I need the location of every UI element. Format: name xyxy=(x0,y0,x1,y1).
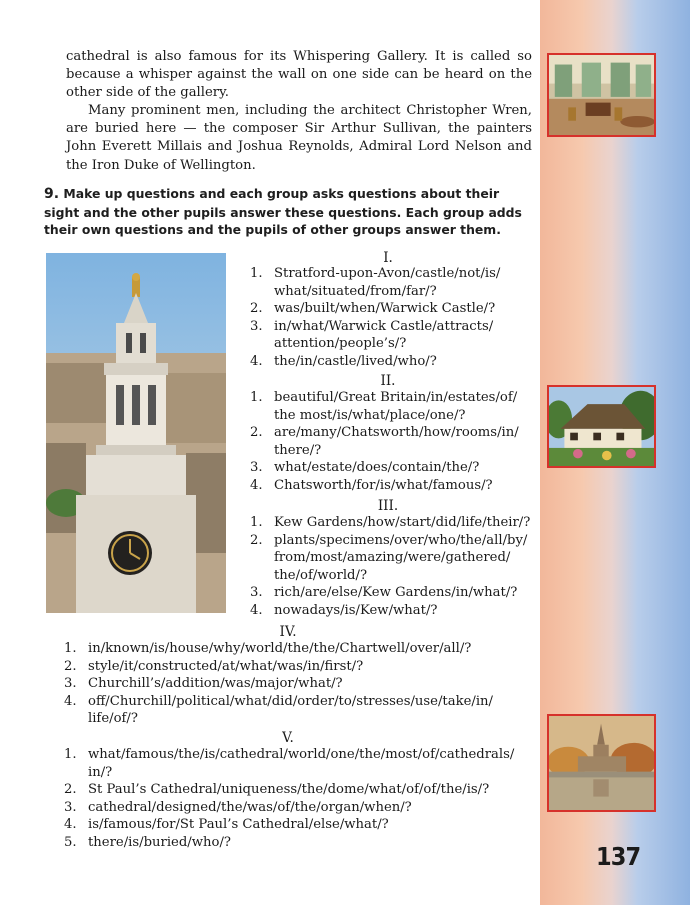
task-number: 9. xyxy=(44,186,60,202)
group-heading-II: II. xyxy=(380,373,396,389)
item-number: 4. xyxy=(250,477,263,493)
item-number: 4. xyxy=(64,693,77,709)
group-V-list xyxy=(64,746,534,852)
page-number: 137 xyxy=(596,842,641,871)
interior-photo xyxy=(547,53,656,137)
list-item xyxy=(64,658,534,676)
item-text: St Paul’s Cathedral/uniqueness/the/dome/what/of/of/the/is/? xyxy=(88,782,490,798)
group-heading-IV: IV. xyxy=(279,624,297,640)
item-number: 3. xyxy=(64,799,77,815)
list-item xyxy=(250,389,532,424)
list-item xyxy=(250,353,532,371)
paragraph-whispering-gallery: cathedral is also famous for its Whispering Gallery. It is called so because a whisper against the wall on one side can be heard on the other side of the gallery. xyxy=(66,49,532,101)
list-item xyxy=(64,693,534,728)
item-number: 1. xyxy=(64,641,77,656)
item-text: plants/specimens/over/who/the/all/by/ from/most/amazing/were/gathered/ the/of/world/? xyxy=(274,532,528,583)
item-text: was/built/when/Warwick Castle/? xyxy=(274,301,496,317)
item-text: Chatsworth/for/is/what/famous/? xyxy=(274,477,493,493)
item-number: 4. xyxy=(250,353,263,369)
list-item xyxy=(64,799,534,817)
group-I-list xyxy=(250,265,532,371)
item-text: in/known/is/house/why/world/the/the/Chartwell/over/all/? xyxy=(88,641,472,656)
list-item xyxy=(250,602,532,620)
item-number: 2. xyxy=(250,301,263,317)
list-item xyxy=(250,532,532,585)
item-number: 3. xyxy=(250,460,263,476)
list-item xyxy=(250,300,532,318)
item-text: in/what/Warwick Castle/attracts/ attention/people’s/? xyxy=(274,318,494,352)
church-river-photo xyxy=(547,714,656,812)
item-number: 2. xyxy=(64,658,77,674)
item-number: 1. xyxy=(250,390,263,405)
st-pauls-tower-photo xyxy=(46,253,226,613)
list-item xyxy=(250,265,532,300)
group-III-list xyxy=(250,514,532,620)
item-number: 2. xyxy=(250,532,263,548)
item-text: what/estate/does/contain/the/? xyxy=(274,460,480,476)
list-item xyxy=(64,781,534,799)
item-number: 5. xyxy=(64,834,77,850)
list-item xyxy=(64,816,534,834)
item-text: cathedral/designed/the/was/of/the/organ/when/? xyxy=(88,799,412,815)
item-number: 1. xyxy=(64,747,77,762)
item-number: 3. xyxy=(250,585,263,601)
item-number: 4. xyxy=(250,602,263,618)
item-text: what/famous/the/is/cathedral/world/one/the/most/of/cathedrals/ in/? xyxy=(88,747,515,780)
item-number: 1. xyxy=(250,515,263,530)
list-item xyxy=(64,834,534,852)
item-text: the/in/castle/lived/who/? xyxy=(274,353,437,369)
paragraph-buried-here: Many prominent men, including the architect Christopher Wren, are buried here — the composer Sir Arthur Sullivan, the painters John Everett Millais and Joshua Reynolds, Admiral Lord Nelson and the Iron Duke of Wellington. xyxy=(66,103,532,173)
task-9 xyxy=(44,185,534,239)
list-item xyxy=(250,459,532,477)
task-text: Make up questions and each group asks questions about their sight and the other pupils answer these questions. Each group adds their own questions and the pupils of other groups answer them. xyxy=(44,186,522,238)
item-text: beautiful/Great Britain/in/estates/of/ the most/is/what/place/one/? xyxy=(274,390,518,423)
group-heading-V: V. xyxy=(282,730,294,746)
item-text: there/is/buried/who/? xyxy=(88,834,231,850)
item-number: 3. xyxy=(250,318,263,334)
group-heading-I: I. xyxy=(383,250,393,266)
list-item xyxy=(250,424,532,459)
item-number: 2. xyxy=(64,782,77,798)
item-text: Kew Gardens/how/start/did/life/their/? xyxy=(274,515,531,530)
item-text: rich/are/else/Kew Gardens/in/what/? xyxy=(274,585,518,601)
item-number: 2. xyxy=(250,425,263,441)
item-text: off/Churchill/political/what/did/order/to/stresses/use/take/in/ life/of/? xyxy=(88,693,493,727)
group-heading-III: III. xyxy=(377,498,399,514)
list-item xyxy=(64,675,534,693)
item-text: is/famous/for/St Paul’s Cathedral/else/what/? xyxy=(88,817,389,833)
item-text: nowadays/is/Kew/what/? xyxy=(274,602,438,618)
item-text: are/many/Chatsworth/how/rooms/in/ there/? xyxy=(274,425,519,458)
item-number: 1. xyxy=(250,266,263,281)
list-item xyxy=(250,477,532,495)
group-II-list xyxy=(250,389,532,495)
item-number: 4. xyxy=(64,817,77,833)
item-text: Stratford-upon-Avon/castle/not/is/ what/situated/from/far/? xyxy=(274,266,501,299)
group-IV-list xyxy=(64,640,534,728)
cottage-photo xyxy=(547,385,656,468)
item-text: style/it/constructed/at/what/was/in/first/? xyxy=(88,658,364,674)
list-item xyxy=(250,514,532,532)
list-item xyxy=(64,746,534,781)
list-item xyxy=(64,640,534,658)
item-number: 3. xyxy=(64,676,77,692)
list-item xyxy=(250,584,532,602)
item-text: Churchill’s/addition/was/major/what/? xyxy=(88,676,343,692)
list-item xyxy=(250,318,532,353)
